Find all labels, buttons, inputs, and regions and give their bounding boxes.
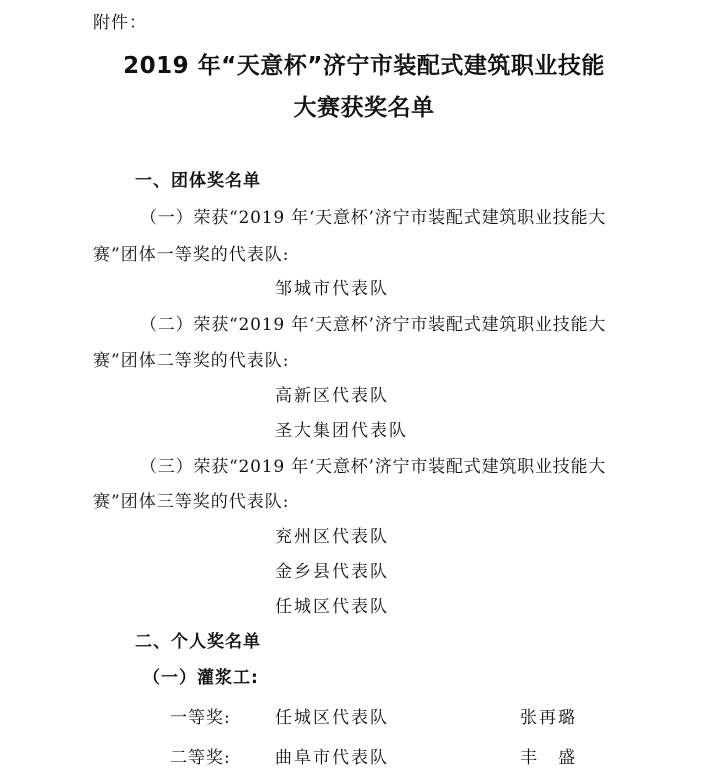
document-title-line-1: 2019 年“天意杯”济宁市装配式建筑职业技能	[123, 53, 605, 79]
award-team: 任城区代表队	[275, 708, 389, 728]
award-level: 一等奖:	[170, 708, 231, 728]
group-1-intro-line-2: 赛”团体一等奖的代表队:	[93, 245, 290, 265]
group-2-team-1: 高新区代表队	[275, 386, 389, 406]
grouting-worker-subheading: （一）灌浆工:	[143, 668, 259, 688]
individual-awards-heading: 二、个人奖名单	[135, 632, 261, 652]
group-3-team-1: 兖州区代表队	[275, 527, 389, 547]
group-3-intro-line-1: （三）荣获“2019 年‘天意杯’济宁市装配式建筑职业技能大	[140, 457, 607, 477]
award-level: 二等奖:	[170, 748, 231, 768]
group-1-team-1: 邹城市代表队	[275, 279, 389, 299]
group-2-intro-line-2: 赛”团体二等奖的代表队:	[93, 351, 290, 371]
group-3-intro-line-2: 赛”团体三等奖的代表队:	[93, 492, 290, 512]
attachment-label: 附件：	[93, 13, 147, 33]
team-awards-heading: 一、团体奖名单	[135, 171, 261, 191]
award-person-name: 张再璐	[520, 708, 577, 728]
group-3-team-3: 任城区代表队	[275, 597, 389, 617]
award-person-name: 丰 盛	[520, 748, 577, 768]
document-title-line-2: 大赛获奖名单	[293, 95, 435, 121]
group-3-team-2: 金乡县代表队	[275, 562, 389, 582]
award-team: 曲阜市代表队	[275, 748, 389, 768]
group-1-intro-line-1: （一）荣获“2019 年‘天意杯’济宁市装配式建筑职业技能大	[140, 208, 607, 228]
group-2-team-2: 圣大集团代表队	[275, 421, 408, 441]
group-2-intro-line-1: （二）荣获“2019 年‘天意杯’济宁市装配式建筑职业技能大	[140, 315, 607, 335]
